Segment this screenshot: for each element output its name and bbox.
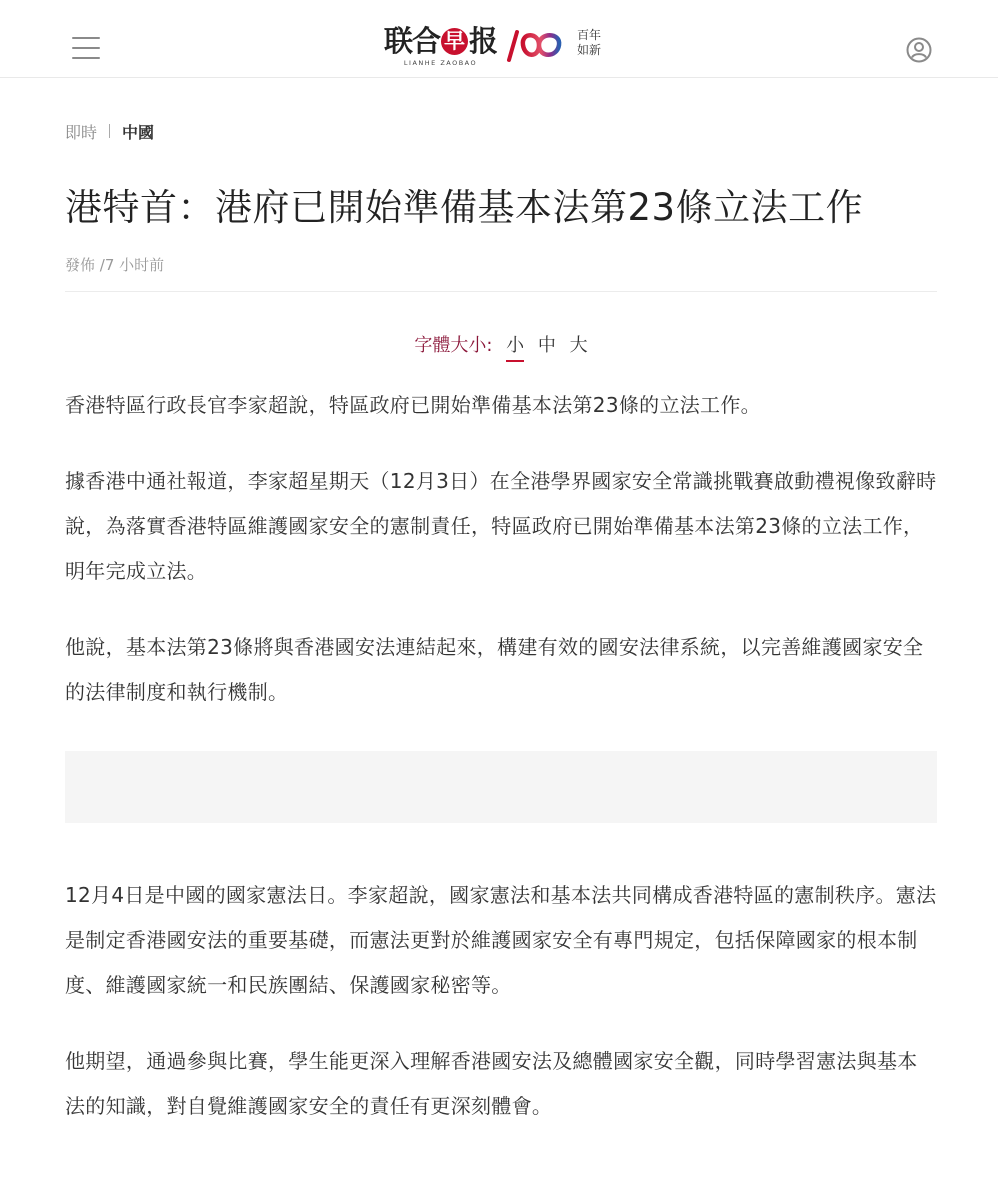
article-paragraph: 香港特區行政長官李家超說，特區政府已開始準備基本法第23條的立法工作。 [65,393,761,417]
logo-zao-badge: 早 [441,28,468,55]
top-navigation-bar [0,0,998,78]
logo-pinyin: LIANHE ZAOBAO [403,59,478,67]
ad-placeholder [65,751,937,823]
breadcrumb-link-china[interactable]: 中國 [122,122,155,142]
article-body [65,383,937,1129]
article-paragraph: 他期望，通過參與比賽，學生能更深入理解香港國安法及總體國家安全觀，同時學習憲法與基本法的知識，對自覺維護國家安全的責任有更深刻體會。 [65,1049,918,1118]
breadcrumb-separator [109,124,110,138]
logo-100-anniversary-icon [499,27,573,63]
article-title: 港特首：港府已開始準備基本法第23條立法工作 [65,186,864,229]
logo-slogan-line: 如新 [577,43,602,57]
font-size-label: 字體大小: [414,335,493,356]
font-size-small-button[interactable]: 小 [506,335,524,362]
article-container [65,78,937,1160]
article-paragraph: 12月4日是中國的國家憲法日。李家超說，國家憲法和基本法共同構成香港特區的憲制秩序。憲法是制定香港國安法的重要基礎，而憲法更對於維護國家安全有專門規定，包括保障國家的根本制度、維護國家統一和民族團結、保護國家秘密等。 [65,883,937,997]
logo-wordmark [384,24,497,67]
breadcrumb [65,120,937,142]
logo-title-part: 报 [469,24,498,58]
article-paragraph: 據香港中通社報道，李家超星期天（12月3日）在全港學界國家安全常識挑戰賽啟動禮視像致辭時說，為落實香港特區維護國家安全的憲制責任，特區政府已開始準備基本法第23條的立法工作，明年完成立法。 [65,469,937,583]
font-size-selector [65,334,937,358]
site-logo[interactable] [384,24,624,72]
logo-title-part: 联合 [384,24,441,58]
article-paragraph: 他說，基本法第23條將與香港國安法連結起來，構建有效的國安法律系統，以完善維護國家安全的法律制度和執行機制。 [65,635,924,704]
header-divider [65,291,937,292]
font-size-medium-button[interactable]: 中 [537,335,556,356]
logo-slogan [577,28,601,58]
article-publish-meta: 發佈 /7 小时前 [65,256,165,274]
logo-slogan-line: 百年 [577,28,602,42]
breadcrumb-link-instant[interactable]: 即時 [65,122,98,142]
user-account-icon[interactable] [906,37,932,63]
font-size-large-button[interactable]: 大 [569,335,588,356]
hamburger-menu-icon[interactable] [72,37,100,59]
